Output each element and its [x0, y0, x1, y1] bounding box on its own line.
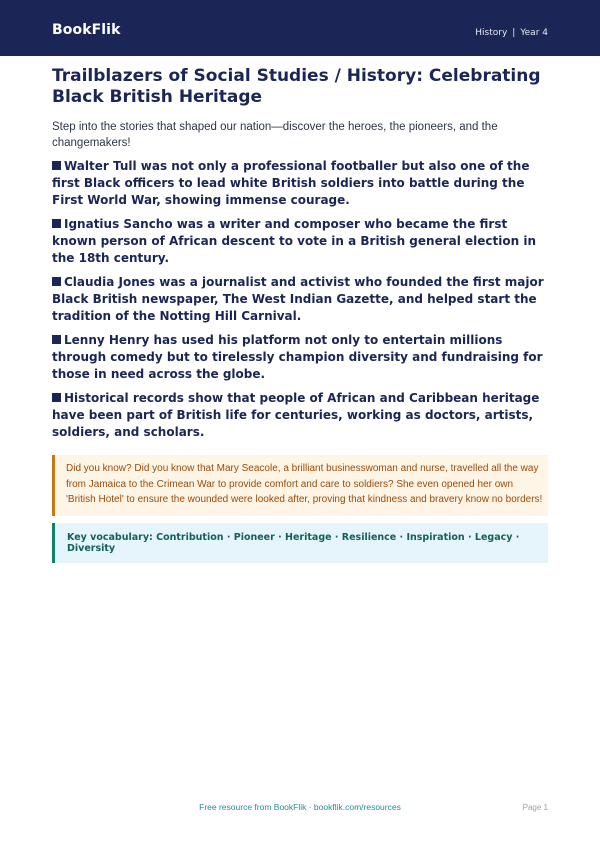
brand-logo[interactable]: BookFlik	[52, 22, 121, 38]
fact-list	[52, 158, 548, 441]
fact-text: Walter Tull was not only a professional footballer but also one of the first Black officers to lead white British soldiers into battle during the First World War, showing immense courage.	[52, 159, 530, 207]
page-number: Page 1	[522, 803, 548, 812]
square-bullet-icon	[52, 335, 61, 344]
square-bullet-icon	[52, 393, 61, 402]
did-you-know-callout	[52, 455, 548, 516]
fact-text: Historical records show that people of African and Caribbean heritage have been part of British life for centuries, working as doctors, artists, soldiers, and scholars.	[52, 391, 540, 439]
meta-separator: |	[512, 28, 516, 38]
footer-link[interactable]: Free resource from BookFlik · bookflik.com/resources	[199, 802, 401, 812]
fact-item	[52, 216, 548, 267]
square-bullet-icon	[52, 161, 61, 170]
main-content	[52, 66, 548, 563]
fact-text: Lenny Henry has used his platform not only to entertain millions through comedy but to tirelessly champion diversity and fundraising for those in need across the globe.	[52, 333, 543, 381]
page-title: Trailblazers of Social Studies / History: Celebrating Black British Heritage	[52, 66, 541, 107]
year-label: Year 4	[520, 28, 548, 38]
fact-item	[52, 332, 548, 383]
fact-text: Ignatius Sancho was a writer and composer who became the first known person of African descent to vote in a British general election in the 18th century.	[52, 217, 536, 265]
header-meta	[475, 28, 548, 38]
fact-item	[52, 390, 548, 441]
key-vocabulary-box	[52, 523, 548, 563]
square-bullet-icon	[52, 219, 61, 228]
fact-text: Claudia Jones was a journalist and activist who founded the first major Black British newspaper, The West Indian Gazette, and helped start the tradition of the Notting Hill Carnival.	[52, 275, 544, 323]
square-bullet-icon	[52, 277, 61, 286]
callout-text: Did you know? Did you know that Mary Seacole, a brilliant businesswoman and nurse, travelled all the way from Jamaica to the Crimean War to provide comfort and care to soldiers? She even opened her own 'British Hotel' to ensure the wounded were looked after, proving that kindness and bravery know no borders!	[66, 463, 543, 505]
intro-text: Step into the stories that shaped our nation—discover the heroes, the pioneers, and the changemakers!	[52, 121, 498, 149]
fact-item	[52, 274, 548, 325]
header-bar	[0, 0, 600, 56]
fact-item	[52, 158, 548, 209]
subject-label: History	[475, 28, 508, 38]
vocab-text: Key vocabulary: Contribution · Pioneer · Heritage · Resilience · Inspiration · Legacy · Diversity	[67, 531, 520, 554]
